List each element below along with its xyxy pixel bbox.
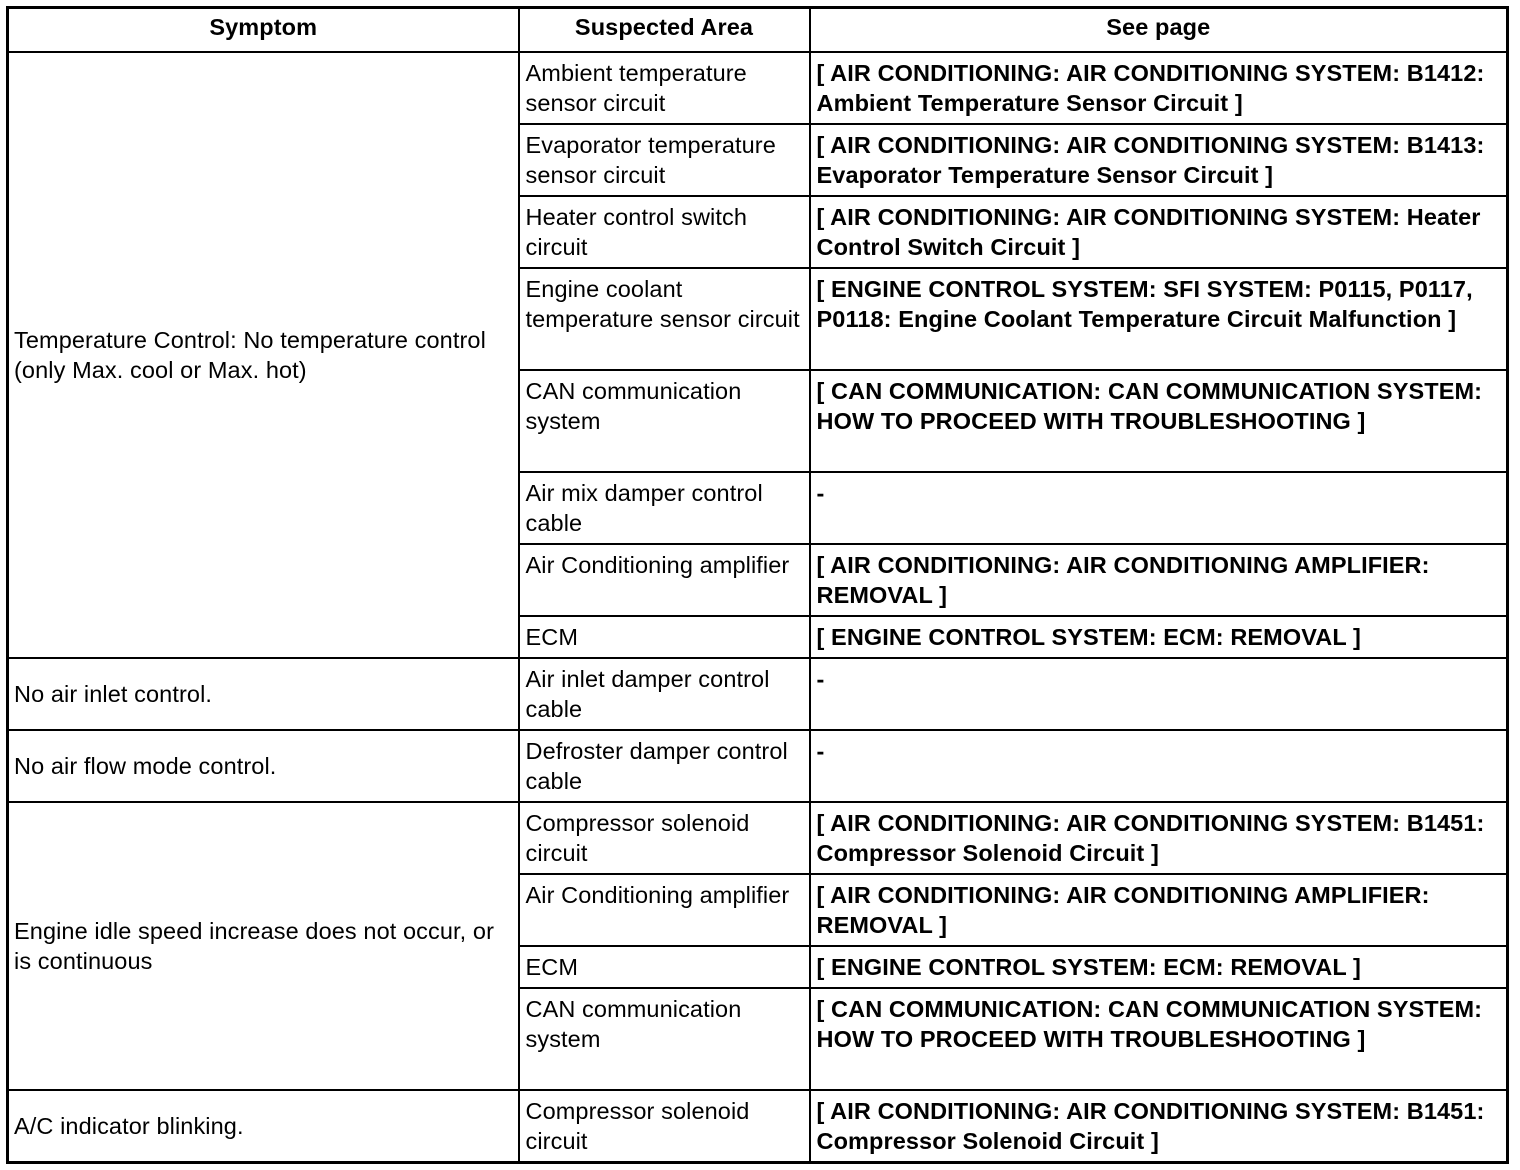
suspected-area-cell: ECM — [519, 946, 810, 988]
symptom-cell: No air inlet control. — [8, 658, 519, 730]
table-row — [8, 802, 1508, 874]
see-page-link[interactable]: [ CAN COMMUNICATION: CAN COMMUNICATION SYSTEM: HOW TO PROCEED WITH TROUBLESHOOTING ] — [810, 988, 1508, 1090]
suspected-area-cell: Air Conditioning amplifier — [519, 544, 810, 616]
see-page-link[interactable]: [ AIR CONDITIONING: AIR CONDITIONING AMPLIFIER: REMOVAL ] — [810, 874, 1508, 946]
suspected-area-cell: Compressor solenoid circuit — [519, 802, 810, 874]
header-symptom: Symptom — [8, 8, 519, 53]
see-page-cell: - — [810, 472, 1508, 544]
see-page-link[interactable]: [ AIR CONDITIONING: AIR CONDITIONING SYSTEM: Heater Control Switch Circuit ] — [810, 196, 1508, 268]
symptom-cell: Temperature Control: No temperature control (only Max. cool or Max. hot) — [8, 52, 519, 658]
table-row — [8, 658, 1508, 730]
header-see-page: See page — [810, 8, 1508, 53]
see-page-cell: - — [810, 730, 1508, 802]
problem-symptoms-table — [6, 6, 1509, 1164]
see-page-link[interactable]: [ AIR CONDITIONING: AIR CONDITIONING SYSTEM: B1451: Compressor Solenoid Circuit ] — [810, 802, 1508, 874]
suspected-area-cell: Heater control switch circuit — [519, 196, 810, 268]
see-page-link[interactable]: [ AIR CONDITIONING: AIR CONDITIONING SYSTEM: B1412: Ambient Temperature Sensor Circuit ] — [810, 52, 1508, 124]
symptom-cell: A/C indicator blinking. — [8, 1090, 519, 1163]
suspected-area-cell: CAN communication system — [519, 370, 810, 472]
table-row — [8, 730, 1508, 802]
symptom-cell: Engine idle speed increase does not occur, or is continuous — [8, 802, 519, 1090]
suspected-area-cell: Air Conditioning amplifier — [519, 874, 810, 946]
header-row — [8, 8, 1508, 53]
suspected-area-cell: ECM — [519, 616, 810, 658]
see-page-link[interactable]: [ ENGINE CONTROL SYSTEM: SFI SYSTEM: P0115, P0117, P0118: Engine Coolant Temperature Circuit Malfunction ] — [810, 268, 1508, 370]
table-row — [8, 1090, 1508, 1163]
see-page-link[interactable]: [ CAN COMMUNICATION: CAN COMMUNICATION SYSTEM: HOW TO PROCEED WITH TROUBLESHOOTING ] — [810, 370, 1508, 472]
see-page-link[interactable]: [ AIR CONDITIONING: AIR CONDITIONING SYSTEM: B1413: Evaporator Temperature Sensor Circuit ] — [810, 124, 1508, 196]
symptom-cell: No air flow mode control. — [8, 730, 519, 802]
header-suspected-area: Suspected Area — [519, 8, 810, 53]
see-page-link[interactable]: [ AIR CONDITIONING: AIR CONDITIONING AMPLIFIER: REMOVAL ] — [810, 544, 1508, 616]
suspected-area-cell: Compressor solenoid circuit — [519, 1090, 810, 1163]
see-page-cell: - — [810, 658, 1508, 730]
suspected-area-cell: Evaporator temperature sensor circuit — [519, 124, 810, 196]
suspected-area-cell: CAN communication system — [519, 988, 810, 1090]
suspected-area-cell: Air mix damper control cable — [519, 472, 810, 544]
see-page-link[interactable]: [ ENGINE CONTROL SYSTEM: ECM: REMOVAL ] — [810, 946, 1508, 988]
see-page-link[interactable]: [ ENGINE CONTROL SYSTEM: ECM: REMOVAL ] — [810, 616, 1508, 658]
suspected-area-cell: Engine coolant temperature sensor circuit — [519, 268, 810, 370]
suspected-area-cell: Air inlet damper control cable — [519, 658, 810, 730]
table-row — [8, 52, 1508, 124]
suspected-area-cell: Defroster damper control cable — [519, 730, 810, 802]
suspected-area-cell: Ambient temperature sensor circuit — [519, 52, 810, 124]
see-page-link[interactable]: [ AIR CONDITIONING: AIR CONDITIONING SYSTEM: B1451: Compressor Solenoid Circuit ] — [810, 1090, 1508, 1163]
